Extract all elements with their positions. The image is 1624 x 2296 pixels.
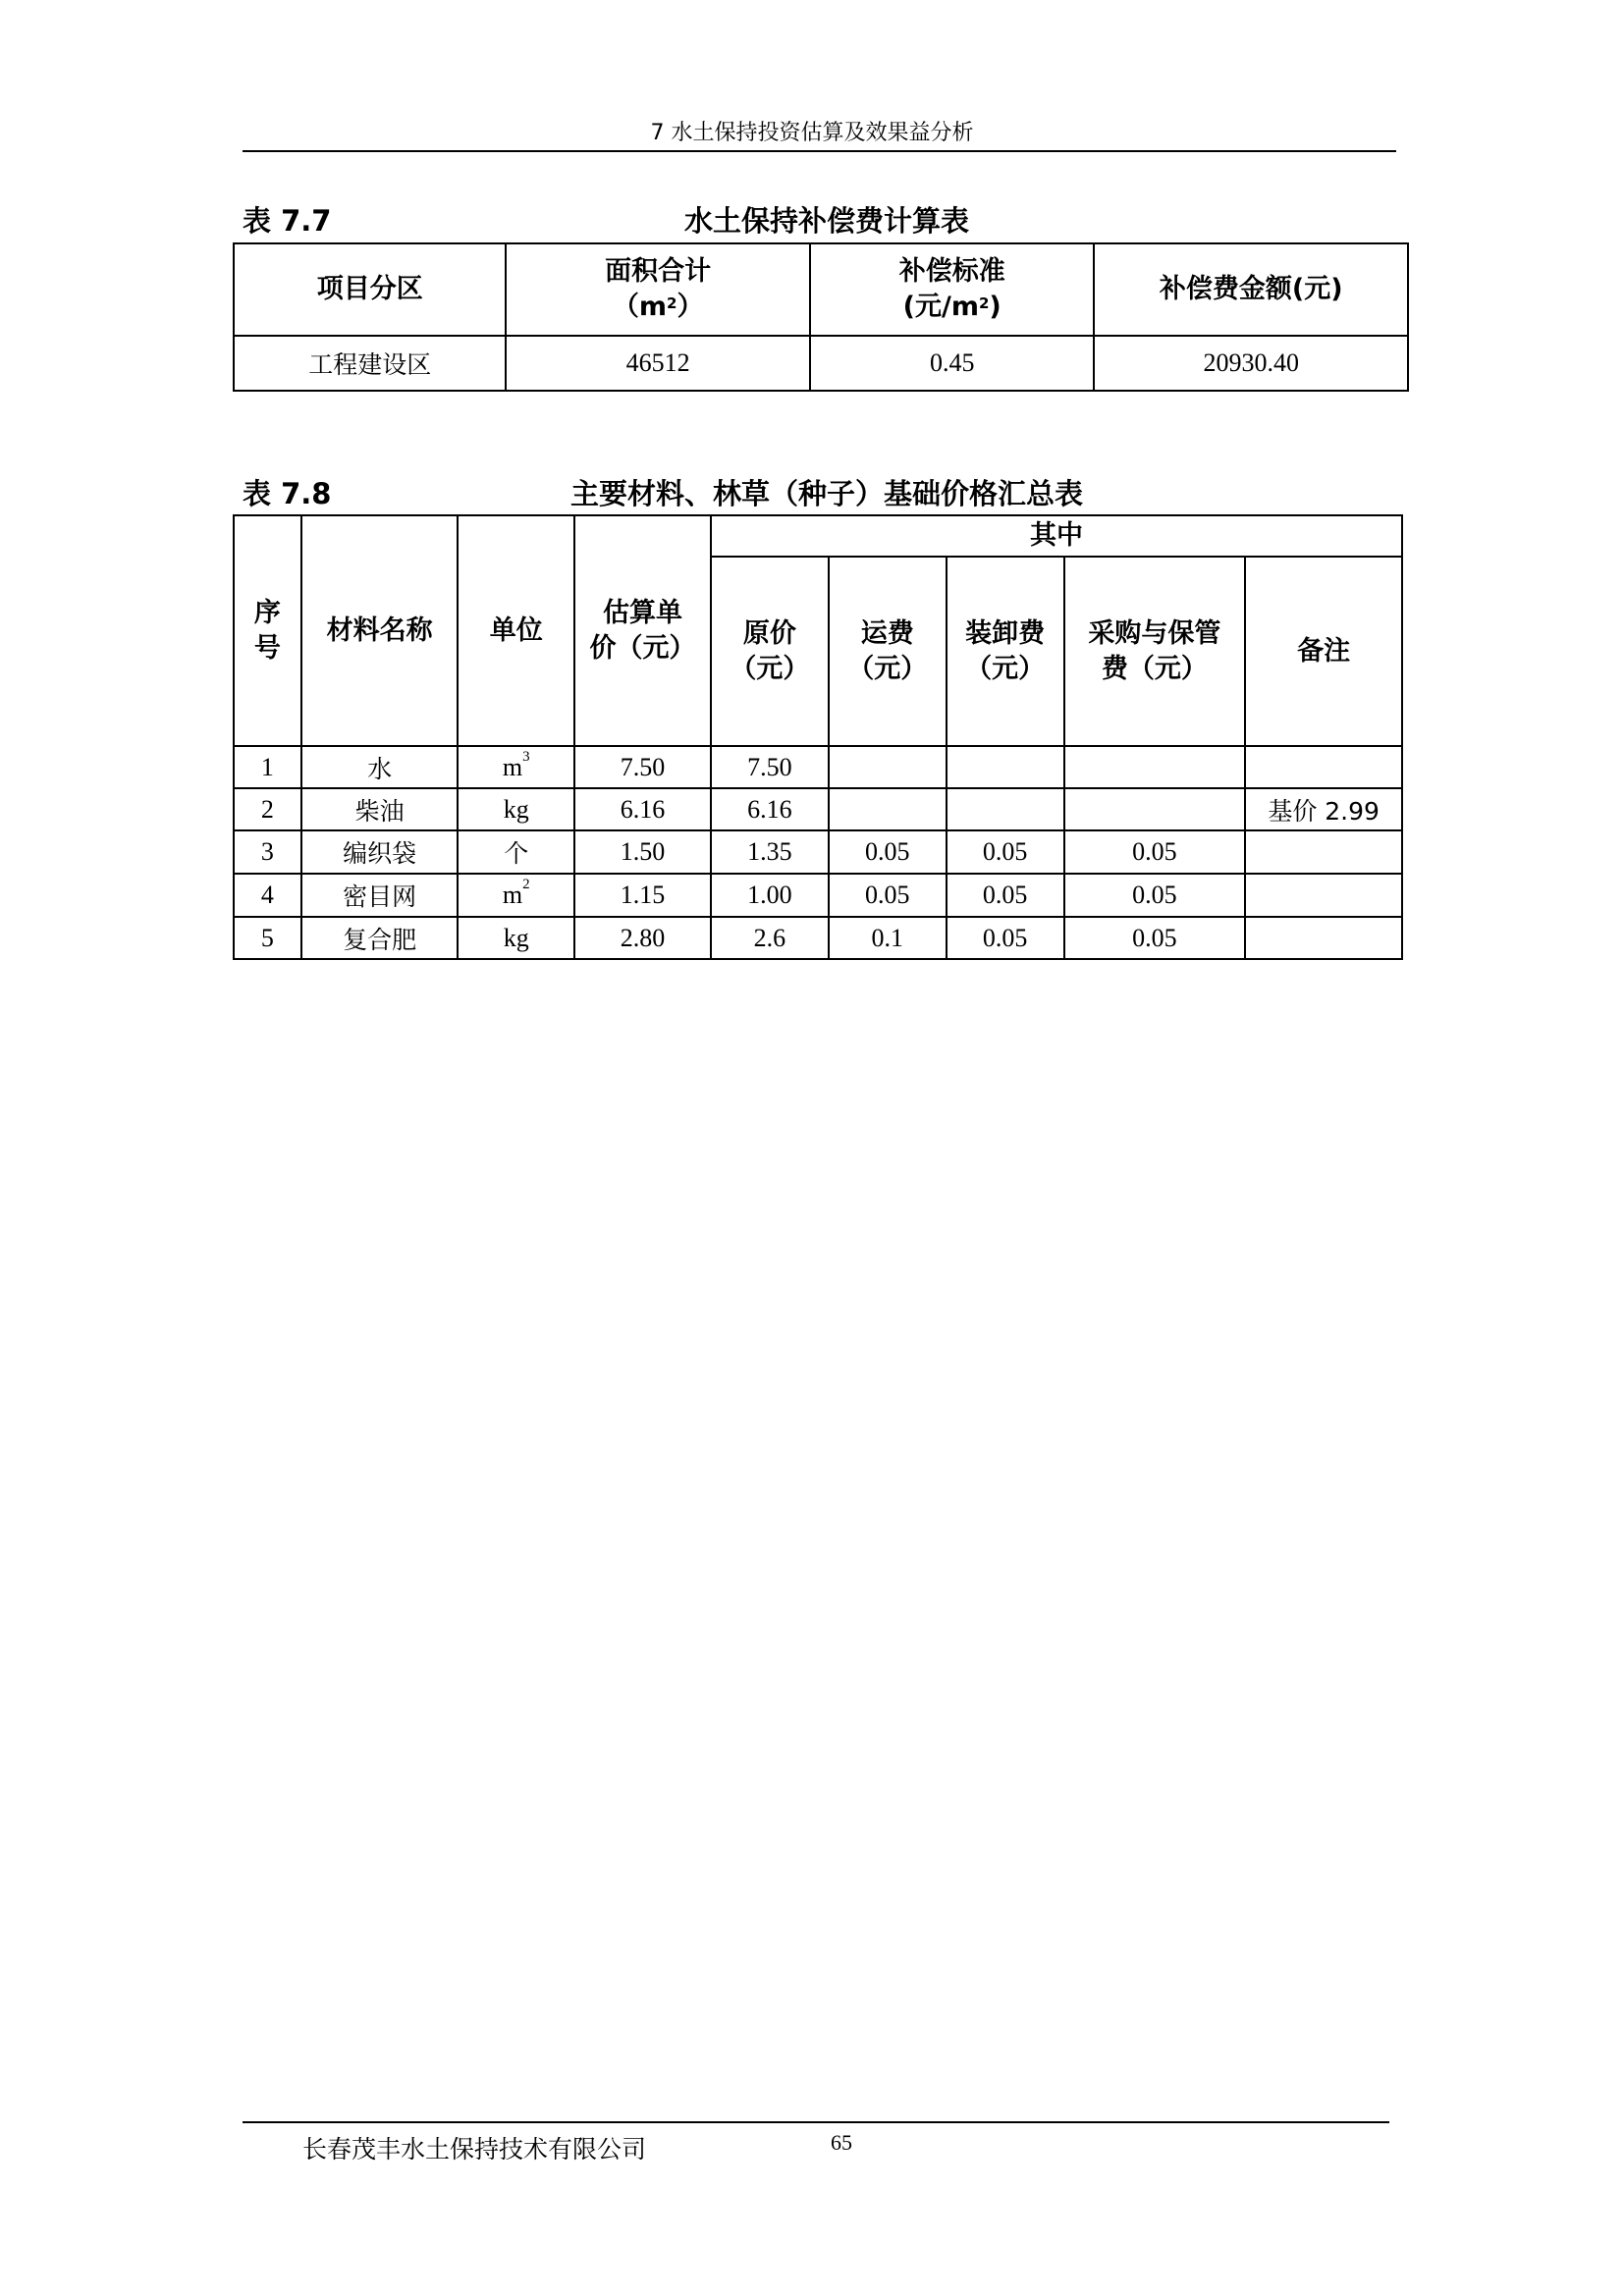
header-freight-line1: 运费 [860, 617, 914, 649]
cell-unit-text: kg [503, 923, 529, 952]
table-header-row [234, 243, 1408, 336]
cell-freight [829, 746, 947, 788]
cell-seq: 3 [234, 830, 301, 874]
cell-name: 复合肥 [301, 917, 459, 959]
header-seq-line1: 序 [253, 597, 281, 628]
cell-unit-text: m [502, 881, 523, 909]
header-standard-close: ) [989, 292, 1001, 322]
cell-area: 46512 [506, 336, 810, 391]
cell-remark: 基价 2.99 [1245, 788, 1402, 830]
header-of-which: 其中 [711, 515, 1402, 557]
compensation-fee-table [233, 242, 1409, 392]
table-7-8-title: 主要材料、林草（种子）基础价格汇总表 [569, 477, 1083, 510]
cell-unit-text: kg [503, 794, 529, 824]
cell-est: 1.15 [574, 874, 711, 917]
cell-remark [1245, 830, 1402, 874]
cell-seq: 1 [234, 746, 301, 788]
header-freight [829, 557, 947, 746]
cell-unit [458, 830, 574, 874]
cell-loading [947, 788, 1064, 830]
cell-purchase: 0.05 [1064, 874, 1246, 917]
cell-loading: 0.05 [947, 830, 1064, 874]
cell-orig: 1.35 [711, 830, 829, 874]
cell-purchase [1064, 746, 1246, 788]
table-row [234, 917, 1402, 959]
header-seq-line2: 号 [253, 632, 281, 664]
cell-purchase: 0.05 [1064, 830, 1246, 874]
footer-rule [243, 2121, 1389, 2123]
cell-est: 1.50 [574, 830, 711, 874]
header-area [506, 243, 810, 336]
cell-freight: 0.1 [829, 917, 947, 959]
cell-name: 柴油 [301, 788, 459, 830]
cell-unit [458, 917, 574, 959]
header-amount: 补偿费金额(元) [1094, 243, 1408, 336]
cell-name: 水 [301, 746, 459, 788]
header-area-unit: （m [612, 292, 668, 322]
table-row [234, 874, 1402, 917]
cell-seq: 2 [234, 788, 301, 830]
cell-unit [458, 746, 574, 788]
header-area-line1: 面积合计 [605, 256, 712, 287]
cell-loading: 0.05 [947, 874, 1064, 917]
cell-amount: 20930.40 [1094, 336, 1408, 391]
header-standard-unit: (元/m [902, 292, 979, 322]
header-standard [810, 243, 1095, 336]
header-loading [947, 557, 1064, 746]
cell-unit [458, 788, 574, 830]
cell-orig: 2.6 [711, 917, 829, 959]
cell-remark [1245, 874, 1402, 917]
cell-orig: 7.50 [711, 746, 829, 788]
cell-standard: 0.45 [810, 336, 1095, 391]
cell-orig: 1.00 [711, 874, 829, 917]
cell-loading: 0.05 [947, 917, 1064, 959]
header-est-price-line1: 估算单 [603, 597, 683, 628]
header-est-price [574, 515, 711, 746]
cell-est: 7.50 [574, 746, 711, 788]
cell-orig: 6.16 [711, 788, 829, 830]
cell-freight: 0.05 [829, 874, 947, 917]
cell-freight: 0.05 [829, 830, 947, 874]
header-rule [243, 150, 1396, 152]
cell-unit-sup: 3 [522, 748, 530, 765]
header-seq [234, 515, 301, 746]
header-unit: 单位 [458, 515, 574, 746]
cell-seq: 4 [234, 874, 301, 917]
cell-unit-sup: 2 [522, 877, 530, 892]
header-loading-line1: 装卸费 [965, 617, 1046, 649]
header-orig-price [711, 557, 829, 746]
header-standard-line2 [811, 290, 1094, 325]
footer-company: 长春茂丰水土保持技术有限公司 [302, 2135, 647, 2163]
cell-loading [947, 746, 1064, 788]
header-purchase-line1: 采购与保管 [1088, 617, 1221, 649]
table-row [234, 746, 1402, 788]
header-area-close: ） [677, 292, 704, 322]
table-row [234, 788, 1402, 830]
header-orig-line2: （元） [730, 653, 810, 684]
cell-name: 编织袋 [301, 830, 459, 874]
cell-freight [829, 788, 947, 830]
cell-remark [1245, 917, 1402, 959]
cell-unit-text: m [502, 752, 523, 781]
header-name: 材料名称 [301, 515, 459, 746]
header-orig-line1: 原价 [742, 617, 796, 649]
page-number: 65 [831, 2130, 852, 2155]
table-row [234, 830, 1402, 874]
cell-est: 2.80 [574, 917, 711, 959]
header-area-sup: 2 [667, 294, 677, 312]
cell-unit [458, 874, 574, 917]
cell-seq: 5 [234, 917, 301, 959]
header-standard-sup: 2 [978, 294, 990, 312]
cell-remark [1245, 746, 1402, 788]
table-7-7-number: 表 7.7 [243, 204, 332, 238]
cell-purchase: 0.05 [1064, 917, 1246, 959]
table-7-8-number: 表 7.8 [243, 477, 332, 510]
table-7-7-title: 水土保持补偿费计算表 [683, 204, 969, 238]
table-row [234, 336, 1408, 391]
header-loading-line2: （元） [965, 653, 1046, 684]
cell-name: 密目网 [301, 874, 459, 917]
header-purchase [1064, 557, 1246, 746]
table-header-row [234, 515, 1402, 557]
cell-zone: 工程建设区 [234, 336, 506, 391]
cell-unit-text: 个 [504, 839, 529, 868]
header-freight-line2: （元） [847, 653, 928, 684]
header-purchase-line2: 费（元） [1101, 653, 1208, 684]
cell-est: 6.16 [574, 788, 711, 830]
header-remark: 备注 [1245, 557, 1402, 746]
chapter-header: 7 水土保持投资估算及效果益分析 [650, 121, 974, 145]
cell-purchase [1064, 788, 1246, 830]
header-est-price-line2: 价（元） [589, 632, 696, 664]
header-area-line2 [507, 290, 809, 325]
header-zone: 项目分区 [234, 243, 506, 336]
header-standard-line1: 补偿标准 [898, 256, 1005, 287]
material-price-table [233, 514, 1403, 960]
